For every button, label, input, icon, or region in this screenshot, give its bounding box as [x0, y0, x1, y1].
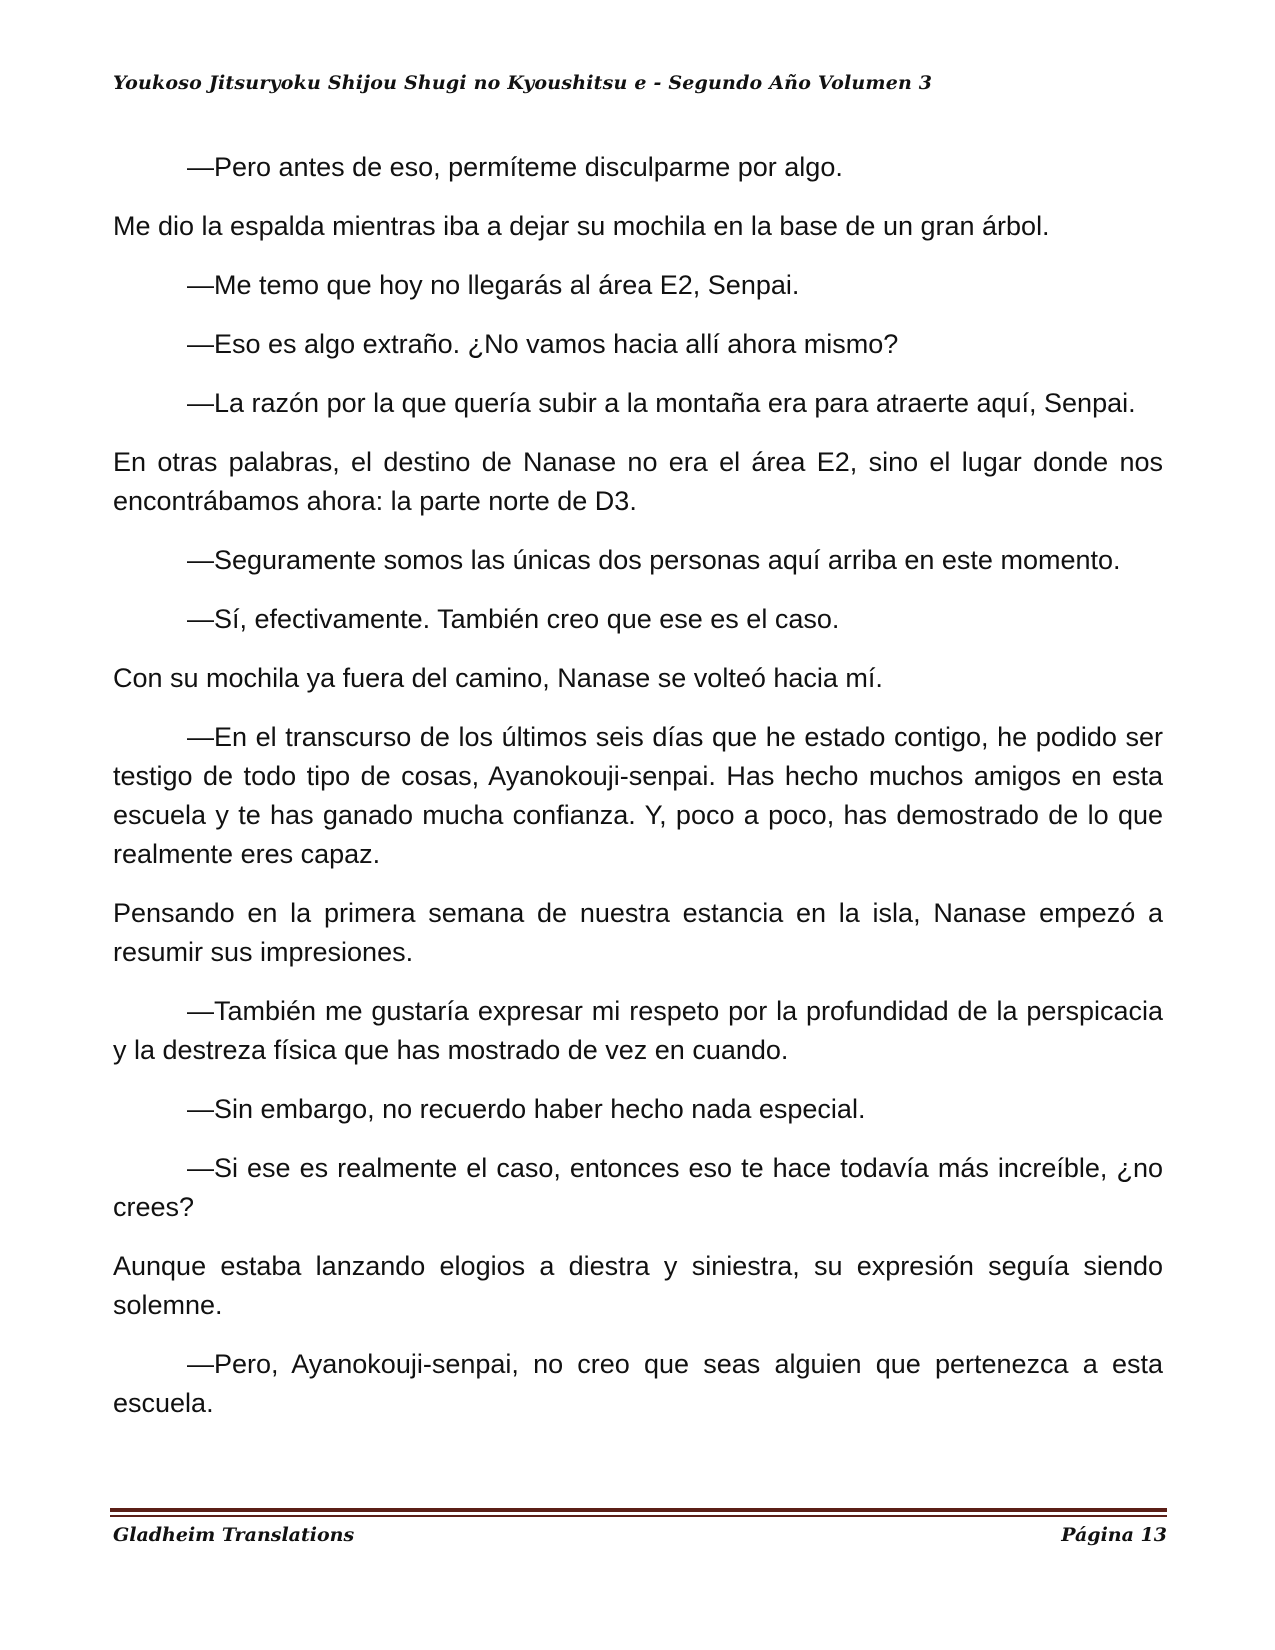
paragraph-dialog: —Eso es algo extraño. ¿No vamos hacia allí ahora mismo?	[187, 329, 899, 359]
paragraph-dialog: —También me gustaría expresar mi respeto por la profundidad de la perspicacia y la destreza física que has mostrado de vez en cuando.	[113, 996, 1163, 1065]
paragraph-dialog: —Pero, Ayanokouji-senpai, no creo que seas alguien que pertenezca a esta escuela.	[113, 1349, 1163, 1418]
paragraph-dialog: —En el transcurso de los últimos seis días que he estado contigo, he podido ser testigo de todo tipo de cosas, Ayanokouji-senpai. Has hecho muchos amigos en esta escuela y te has ganado mucha confianza. Y, poco a poco, has demostrado de lo que realmente eres capaz.	[113, 722, 1163, 869]
footer-divider-thin	[110, 1515, 1167, 1517]
footer-divider-thick	[110, 1508, 1167, 1512]
body-text	[113, 148, 1163, 1443]
paragraph-dialog: —La razón por la que quería subir a la montaña era para atraerte aquí, Senpai.	[187, 388, 1136, 418]
page-header-title: Youkoso Jitsuryoku Shijou Shugi no Kyoushitsu e - Segundo Año Volumen 3	[113, 72, 933, 94]
paragraph-dialog: —Si ese es realmente el caso, entonces eso te hace todavía más increíble, ¿no crees?	[113, 1153, 1163, 1222]
paragraph-dialog: —Pero antes de eso, permíteme disculparme por algo.	[187, 152, 843, 182]
paragraph-narration: Me dio la espalda mientras iba a dejar su mochila en la base de un gran árbol.	[113, 211, 1050, 241]
paragraph-dialog: —Seguramente somos las únicas dos personas aquí arriba en este momento.	[187, 545, 1121, 575]
paragraph-narration: En otras palabras, el destino de Nanase no era el área E2, sino el lugar donde nos encontrábamos ahora: la parte norte de D3.	[113, 447, 1163, 516]
paragraph-dialog: —Sí, efectivamente. También creo que ese es el caso.	[187, 604, 840, 634]
paragraph-dialog: —Sin embargo, no recuerdo haber hecho nada especial.	[187, 1094, 866, 1124]
paragraph-narration: Pensando en la primera semana de nuestra estancia en la isla, Nanase empezó a resumir sus impresiones.	[113, 898, 1163, 967]
paragraph-dialog: —Me temo que hoy no llegarás al área E2, Senpai.	[187, 270, 800, 300]
paragraph-narration: Aunque estaba lanzando elogios a diestra y siniestra, su expresión seguía siendo solemne.	[113, 1251, 1163, 1320]
paragraph-narration: Con su mochila ya fuera del camino, Nanase se volteó hacia mí.	[113, 663, 883, 693]
page-number: Página 13	[1061, 1524, 1167, 1546]
footer-credit: Gladheim Translations	[113, 1524, 355, 1546]
